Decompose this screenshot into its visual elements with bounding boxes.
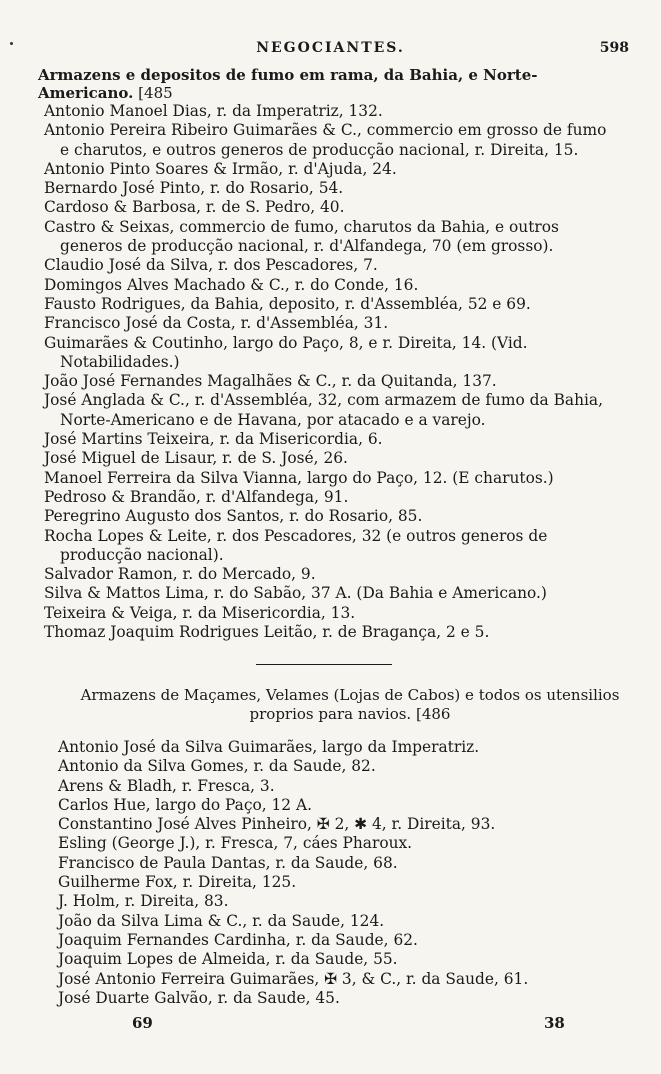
section-heading-text: Armazens de Maçames, Velames (Lojas de Cabos) e todos os utensilios proprios para navios. xyxy=(80,686,620,723)
list-item: Rocha Lopes & Leite, r. dos Pescadores, 32 (e outros generos de producção nacional). xyxy=(44,526,548,564)
list-item: Bernardo José Pinto, r. do Rosario, 54. xyxy=(44,179,344,198)
list-item: Cardoso & Barbosa, r. de S. Pedro, 40. xyxy=(44,198,345,217)
list-item: José Miguel de Lisaur, r. de S. José, 26. xyxy=(44,449,348,468)
list-item: José Martins Teixeira, r. da Misericordia, 6. xyxy=(44,430,383,449)
list-item: Silva & Mattos Lima, r. do Sabão, 37 A. (Da Bahia e Americano.) xyxy=(44,584,547,603)
list-item: Teixeira & Veiga, r. da Misericordia, 13. xyxy=(44,603,356,622)
list-item: Antonio Pereira Ribeiro Guimarães & C., commercio em grosso de fumo e charutos, e outros generos de producção nacional, r. Direita, 15. xyxy=(44,121,607,159)
list-item: José Anglada & C., r. d'Assembléa, 32, com armazem de fumo da Bahia, Norte-Americano e de Havana, por atacado e a varejo. xyxy=(44,391,603,429)
list-item: Manoel Ferreira da Silva Vianna, largo do Paço, 12. (E charutos.) xyxy=(44,468,554,487)
list-item: Joaquim Lopes de Almeida, r. da Saude, 55. xyxy=(58,950,398,969)
list-item: Antonio Pinto Soares & Irmão, r. d'Ajuda, 24. xyxy=(44,159,397,178)
entry-list-ship-supplies xyxy=(58,738,620,1008)
list-item: Esling (George J.), r. Fresca, 7, cáes Pharoux. xyxy=(58,834,413,853)
list-item: João José Fernandes Magalhães & C., r. da Quitanda, 137. xyxy=(44,372,497,391)
list-item: J. Holm, r. Direita, 83. xyxy=(58,892,229,911)
list-item: Guimarães & Coutinho, largo do Paço, 8, e r. Direita, 14. (Vid. Notabilidades.) xyxy=(44,333,528,371)
running-title: NEGOCIANTES. xyxy=(256,40,405,56)
section-heading-tobacco xyxy=(38,66,623,102)
section-heading-ship-supplies xyxy=(80,686,620,724)
list-item: Pedroso & Brandão, r. d'Alfandega, 91. xyxy=(44,487,349,506)
list-item: Carlos Hue, largo do Paço, 12 A. xyxy=(58,795,312,814)
list-item: Antonio José da Silva Guimarães, largo da Imperatriz. xyxy=(58,738,480,756)
list-item: Peregrino Augusto dos Santos, r. do Rosario, 85. xyxy=(44,507,423,526)
list-item: Francisco de Paula Dantas, r. da Saude, 68. xyxy=(58,853,398,872)
list-item: Antonio Manoel Dias, r. da Imperatriz, 132. xyxy=(44,102,383,120)
list-item: Claudio José da Silva, r. dos Pescadores, 7. xyxy=(44,256,378,275)
section-heading-text: Armazens e depositos de fumo em rama, da Bahia, e Norte-Americano. xyxy=(38,66,538,102)
list-item: Arens & Bladh, r. Fresca, 3. xyxy=(58,776,275,795)
list-item: Thomaz Joaquim Rodrigues Leitão, r. de Bragança, 2 e 5. xyxy=(44,623,490,642)
list-item: Guilherme Fox, r. Direita, 125. xyxy=(58,873,297,892)
list-item: Domingos Alves Machado & C., r. do Conde, 16. xyxy=(44,275,419,294)
list-item: José Duarte Galvão, r. da Saude, 45. xyxy=(58,988,340,1007)
section-number: [486 xyxy=(415,705,451,723)
entry-list-tobacco xyxy=(44,102,618,642)
section-number: [485 xyxy=(138,84,173,102)
list-item: Francisco José da Costa, r. d'Assembléa, 31. xyxy=(44,314,389,333)
signature-mark-left: 69 xyxy=(132,1014,153,1032)
list-item: Salvador Ramon, r. do Mercado, 9. xyxy=(44,565,316,584)
list-item: Fausto Rodrigues, da Bahia, deposito, r. d'Assembléa, 52 e 69. xyxy=(44,294,531,313)
list-item: Antonio da Silva Gomes, r. da Saude, 82. xyxy=(58,757,376,776)
running-header xyxy=(0,40,661,64)
list-item: João da Silva Lima & C., r. da Saude, 124. xyxy=(58,911,385,930)
section-divider-rule xyxy=(256,664,392,665)
list-item: Castro & Seixas, commercio de fumo, charutos da Bahia, e outros generos de producção nacional, r. d'Alfandega, 70 (em grosso). xyxy=(44,217,559,256)
list-item: Joaquim Fernandes Cardinha, r. da Saude, 62. xyxy=(58,930,418,949)
list-item: Constantino José Alves Pinheiro, ✠ 2, ✱ 4, r. Direita, 93. xyxy=(58,815,496,834)
list-item: José Antonio Ferreira Guimarães, ✠ 3, & C., r. da Saude, 61. xyxy=(58,969,529,988)
page-number: 598 xyxy=(599,40,629,56)
signature-mark-right: 38 xyxy=(544,1014,565,1032)
